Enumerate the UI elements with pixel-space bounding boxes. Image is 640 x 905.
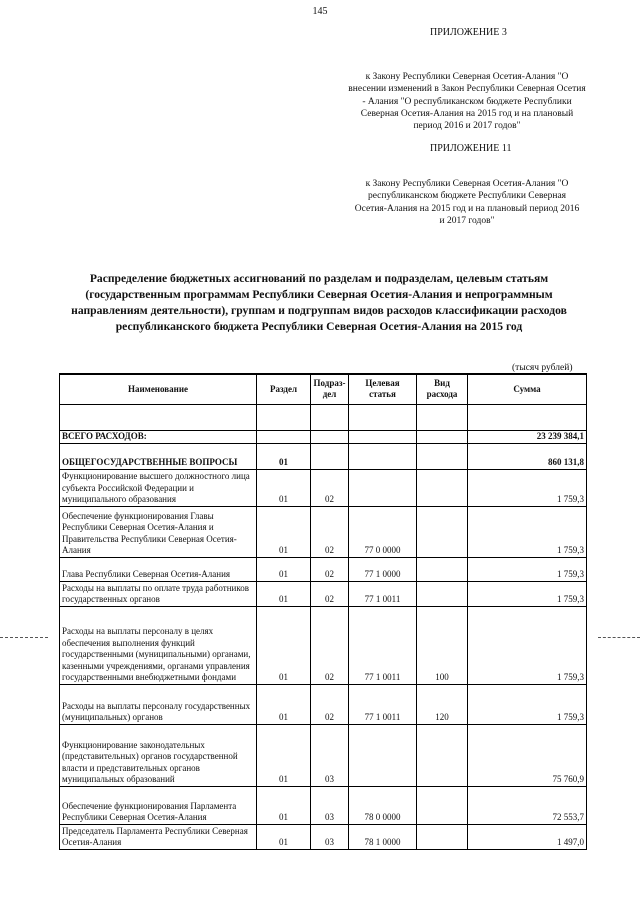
- table-row: [60, 557, 587, 581]
- cell-sum: 72 553,7: [468, 786, 587, 824]
- cell-type: [417, 430, 468, 443]
- cell-section: 01: [257, 557, 311, 581]
- cell-target: [349, 724, 417, 786]
- cell-subsection: 02: [311, 469, 349, 506]
- table-row-empty: [60, 404, 587, 430]
- cell-sum: 1 497,0: [468, 824, 587, 849]
- cell-sum: 860 131,8: [468, 443, 587, 469]
- cell-target: 77 1 0011: [349, 581, 417, 606]
- units-label: (тысяч рублей): [512, 363, 573, 373]
- header-expense-type: Вид расхода: [417, 374, 468, 404]
- cell-name: Обеспечение функционирования Главы Республики Северная Осетия-Алания и Правительства Республики Северная Осетия-Алания: [60, 506, 257, 557]
- cell-section: 01: [257, 786, 311, 824]
- table-row: [60, 824, 587, 849]
- cell-name: ОБЩЕГОСУДАРСТВЕННЫЕ ВОПРОСЫ: [60, 443, 257, 469]
- cell-target: [349, 443, 417, 469]
- law-reference-budget: к Закону Республики Северная Осетия-Алания "О республиканском бюджете Республики Северная Осетия-Алания на 2015 год и на плановый период 2016 и 2017 годов": [354, 179, 580, 226]
- cell-name: Председатель Парламента Республики Северная Осетия-Алания: [60, 824, 257, 849]
- cell-name: Функционирование высшего должностного лица субъекта Российской Федерации и муниципального образования: [60, 469, 257, 506]
- cell-sum: 1 759,3: [468, 506, 587, 557]
- cell-type: [417, 443, 468, 469]
- header-subsection: Подраз-дел: [311, 374, 349, 404]
- cell-section: 01: [257, 724, 311, 786]
- table-row-section: [60, 443, 587, 469]
- cell-subsection: 02: [311, 606, 349, 684]
- cell-target: [349, 430, 417, 443]
- cell-subsection: 03: [311, 824, 349, 849]
- cell-target: 78 0 0000: [349, 786, 417, 824]
- appendix-3-label: ПРИЛОЖЕНИЕ 3: [430, 27, 507, 38]
- cell-sum: 1 759,3: [468, 606, 587, 684]
- cell-type: [417, 581, 468, 606]
- cell-name: Функционирование законодательных (представительных) органов государственной власти и представительных органов муниципальных образований: [60, 724, 257, 786]
- cell-subsection: [311, 404, 349, 430]
- cell-type: [417, 557, 468, 581]
- cell-sum: 1 759,3: [468, 684, 587, 724]
- cell-type: 100: [417, 606, 468, 684]
- cell-target: 78 1 0000: [349, 824, 417, 849]
- cell-section: 01: [257, 684, 311, 724]
- law-reference-amendment: к Закону Республики Северная Осетия-Алания "О внесении изменений в Закон Республики Северная Осетия - Алания "О республиканском бюджете Республики Северная Осетия-Алания на 2015 год и на плановый период 2016 и 2017 годов": [348, 72, 586, 132]
- cell-name: Обеспечение функционирования Парламента Республики Северная Осетия-Алания: [60, 786, 257, 824]
- header-target-article: Целевая статья: [349, 374, 417, 404]
- cell-name: [60, 404, 257, 430]
- cell-section: 01: [257, 581, 311, 606]
- cell-subsection: 02: [311, 557, 349, 581]
- cell-section: 01: [257, 469, 311, 506]
- cell-sum: 75 760,9: [468, 724, 587, 786]
- cell-name: Глава Республики Северная Осетия-Алания: [60, 557, 257, 581]
- cell-type: [417, 786, 468, 824]
- cell-subsection: [311, 443, 349, 469]
- cell-target: 77 1 0011: [349, 606, 417, 684]
- cell-target: 77 1 0011: [349, 684, 417, 724]
- cell-subsection: 02: [311, 684, 349, 724]
- table-row: [60, 469, 587, 506]
- scan-crop-mark-right: [598, 637, 640, 638]
- cell-sum: 1 759,3: [468, 469, 587, 506]
- cell-section: 01: [257, 606, 311, 684]
- table-row: [60, 786, 587, 824]
- header-section: Раздел: [257, 374, 311, 404]
- cell-subsection: 03: [311, 786, 349, 824]
- table-row: [60, 724, 587, 786]
- cell-name: Расходы на выплаты персоналу государственных (муниципальных) органов: [60, 684, 257, 724]
- cell-section: 01: [257, 506, 311, 557]
- header-sum: Сумма: [468, 374, 587, 404]
- cell-section: [257, 404, 311, 430]
- cell-section: [257, 430, 311, 443]
- cell-target: [349, 469, 417, 506]
- scan-crop-mark-left: [0, 637, 48, 638]
- cell-subsection: 03: [311, 724, 349, 786]
- table-row: [60, 684, 587, 724]
- cell-target: [349, 404, 417, 430]
- table-row: [60, 581, 587, 606]
- cell-name: Расходы на выплаты персоналу в целях обеспечения выполнения функций государственными (муниципальными) органами, казенными учреждениями, органами управления государственными внебюджетными фондами: [60, 606, 257, 684]
- cell-type: 120: [417, 684, 468, 724]
- page-number: 145: [312, 6, 328, 17]
- cell-sum: 1 759,3: [468, 581, 587, 606]
- cell-type: [417, 469, 468, 506]
- table-row-total: [60, 430, 587, 443]
- cell-name: ВСЕГО РАСХОДОВ:: [60, 430, 257, 443]
- cell-target: 77 1 0000: [349, 557, 417, 581]
- document-title: Распределение бюджетных ассигнований по разделам и подразделам, целевым статьям (государственным программам Республики Северная Осетия-Алания и непрограммным направлениям деятельности), группам и подгруппам видов расходов классификации расходов республиканского бюджета Республики Северная Осетия-Алания на 2015 год: [71, 272, 567, 333]
- cell-name: Расходы на выплаты по оплате труда работников государственных органов: [60, 581, 257, 606]
- cell-type: [417, 404, 468, 430]
- table-header-row: [60, 374, 587, 404]
- cell-sum: 1 759,3: [468, 557, 587, 581]
- cell-section: 01: [257, 443, 311, 469]
- budget-table: [59, 373, 587, 850]
- cell-sum: 23 239 384,1: [468, 430, 587, 443]
- cell-sum: [468, 404, 587, 430]
- cell-subsection: 02: [311, 506, 349, 557]
- cell-type: [417, 724, 468, 786]
- cell-type: [417, 506, 468, 557]
- cell-section: 01: [257, 824, 311, 849]
- cell-target: 77 0 0000: [349, 506, 417, 557]
- cell-subsection: 02: [311, 581, 349, 606]
- appendix-11-label: ПРИЛОЖЕНИЕ 11: [430, 143, 512, 154]
- cell-type: [417, 824, 468, 849]
- header-name: Наименование: [60, 374, 257, 404]
- cell-subsection: [311, 430, 349, 443]
- table-row: [60, 606, 587, 684]
- table-row: [60, 506, 587, 557]
